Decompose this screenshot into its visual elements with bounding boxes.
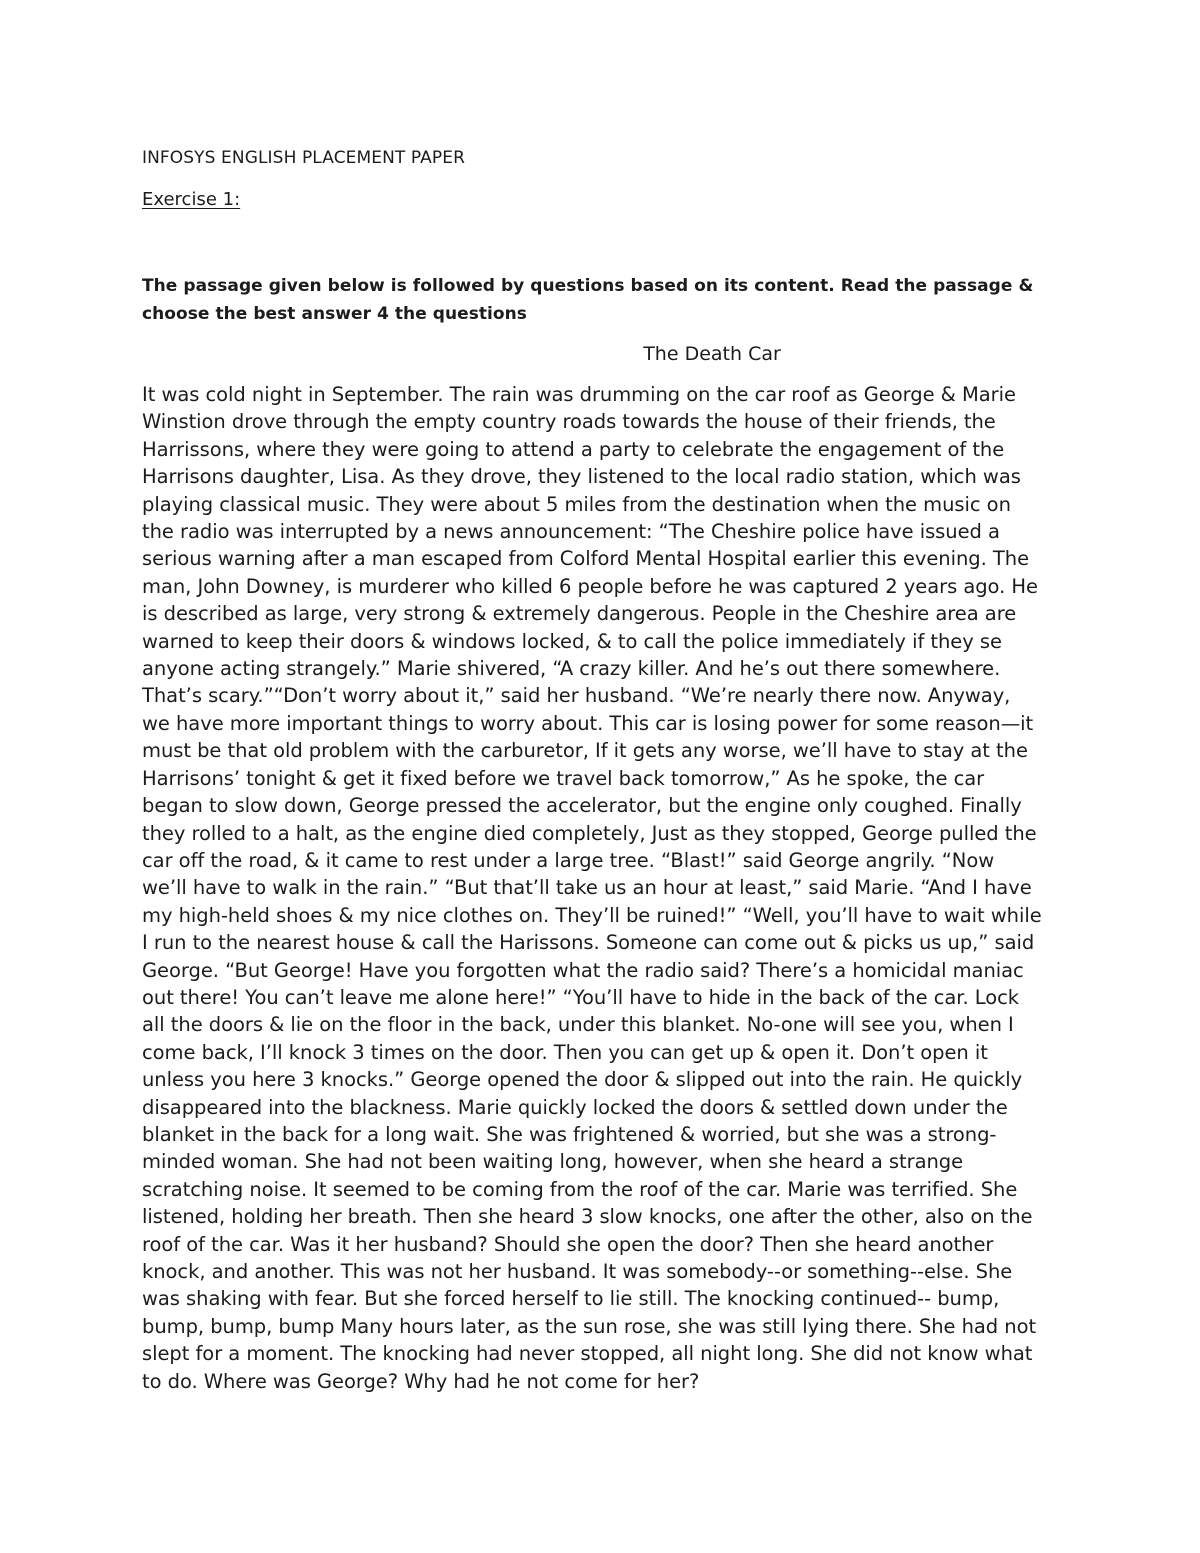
passage-line: Winstion drove through the empty country roads towards the house of their friends, the bbox=[142, 410, 996, 434]
passage-line: slept for a moment. The knocking had never stopped, all night long. She did not know what bbox=[142, 1342, 1033, 1366]
passage-line: That’s scary.”“Don’t worry about it,” said her husband. “We’re nearly there now. Anyway, bbox=[142, 684, 1011, 708]
passage-line: come back, I’ll knock 3 times on the door. Then you can get up & open it. Don’t open it bbox=[142, 1040, 988, 1064]
document-title: INFOSYS ENGLISH PLACEMENT PAPER bbox=[142, 148, 466, 168]
passage-line: bump, bump, bump Many hours later, as the sun rose, she was still lying there. She had not bbox=[142, 1314, 1037, 1338]
passage-line: we’ll have to walk in the rain.” “But that’ll take us an hour at least,” said Marie. “And I have bbox=[142, 876, 1032, 900]
passage-line: Harrisons daughter, Lisa. As they drove, they listened to the local radio station, which was bbox=[142, 465, 1021, 489]
passage-line: unless you here 3 knocks.” George opened the door & slipped out into the rain. He quickly bbox=[142, 1068, 1023, 1092]
passage-line: is described as large, very strong & extremely dangerous. People in the Cheshire area are bbox=[142, 602, 1017, 626]
passage-line: man, John Downey, is murderer who killed 6 people before he was captured 2 years ago. He bbox=[142, 574, 1038, 598]
passage-line: car off the road, & it came to rest under a large tree. “Blast!” said George angrily. “Now bbox=[142, 848, 995, 872]
story-passage bbox=[142, 381, 1066, 1395]
passage-line: minded woman. She had not been waiting long, however, when she heard a strange bbox=[142, 1150, 964, 1174]
passage-line: serious warning after a man escaped from Colford Mental Hospital earlier this evening. The bbox=[142, 547, 1030, 571]
passage-line: began to slow down, George pressed the accelerator, but the engine only coughed. Finally bbox=[142, 794, 1022, 818]
passage-line: all the doors & lie on the floor in the back, under this blanket. No-one will see you, when I bbox=[142, 1013, 1014, 1037]
passage-line: listened, holding her breath. Then she heard 3 slow knocks, one after the other, also on the bbox=[142, 1205, 1033, 1229]
passage-line: roof of the car. Was it her husband? Should she open the door? Then she heard another bbox=[142, 1232, 994, 1256]
passage-line: scratching noise. It seemed to be coming from the roof of the car. Marie was terrified. She bbox=[142, 1177, 1018, 1201]
passage-line: warned to keep their doors & windows locked, & to call the police immediately if they se bbox=[142, 629, 1002, 653]
instructions-line: choose the best answer 4 the questions bbox=[142, 304, 527, 324]
passage-line: knock, and another. This was not her husband. It was somebody--or something--else. She bbox=[142, 1260, 1013, 1283]
passage-line: must be that old problem with the carburetor, If it gets any worse, we’ll have to stay at the bbox=[142, 739, 1028, 763]
passage-line: out there! You can’t leave me alone here!” “You’ll have to hide in the back of the car. Lock bbox=[142, 985, 1020, 1009]
instructions bbox=[142, 272, 1066, 328]
passage-line: the radio was interrupted by a news announcement: “The Cheshire police have issued a bbox=[142, 520, 1000, 544]
passage-line: It was cold night in September. The rain was drumming on the car roof as George & Marie bbox=[142, 383, 1016, 406]
exercise-heading: Exercise 1: bbox=[142, 189, 241, 210]
passage-line: Harrissons, where they were going to attend a party to celebrate the engagement of the bbox=[142, 437, 1005, 461]
passage-line: Harrisons’ tonight & get it fixed before we travel back tomorrow,” As he spoke, the car bbox=[142, 766, 985, 790]
passage-line: I run to the nearest house & call the Harissons. Someone can come out & picks us up,” said bbox=[142, 931, 1035, 955]
passage-line: was shaking with fear. But she forced herself to lie still. The knocking continued-- bump, bbox=[142, 1287, 1000, 1311]
passage-line: playing classical music. They were about 5 miles from the destination when the music on bbox=[142, 492, 1011, 516]
instructions-line: The passage given below is followed by questions based on its content. Read the passage & bbox=[142, 276, 1034, 296]
story-title: The Death Car bbox=[643, 343, 781, 365]
passage-line: blanket in the back for a long wait. She was frightened & worried, but she was a strong- bbox=[142, 1122, 997, 1146]
passage-line: my high-held shoes & my nice clothes on. They’ll be ruined!” “Well, you’ll have to wait while bbox=[142, 903, 1042, 927]
passage-line: disappeared into the blackness. Marie quickly locked the doors & settled down under the bbox=[142, 1095, 1008, 1119]
passage-line: we have more important things to worry about. This car is losing power for some reason—it bbox=[142, 711, 1034, 735]
passage-line: to do. Where was George? Why had he not come for her? bbox=[142, 1369, 700, 1393]
passage-line: anyone acting strangely.” Marie shivered, “A crazy killer. And he’s out there somewhere. bbox=[142, 657, 1001, 681]
passage-line: they rolled to a halt, as the engine died completely, Just as they stopped, George pulled the bbox=[142, 821, 1037, 845]
passage-line: George. “But George! Have you forgotten what the radio said? There’s a homicidal maniac bbox=[142, 958, 1024, 982]
